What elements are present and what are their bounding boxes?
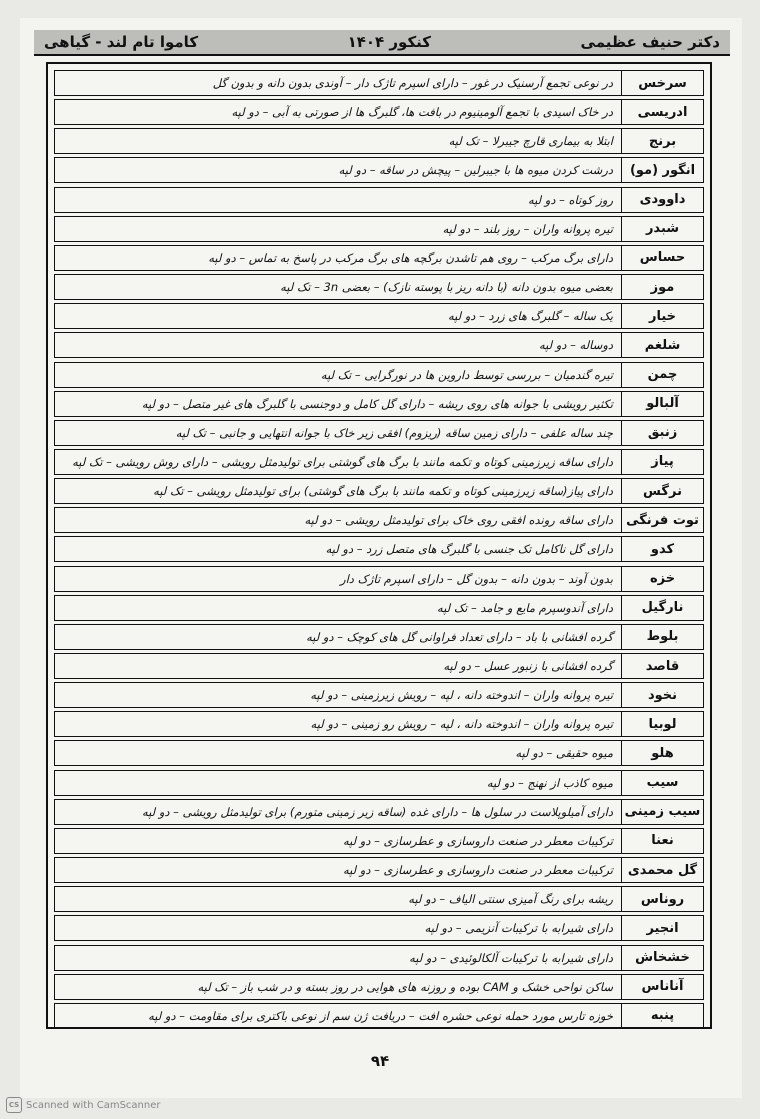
plant-description: یک ساله – گلبرگ های زرد – دو لپه [54, 303, 622, 329]
table-row [54, 391, 704, 417]
table-row [54, 682, 704, 708]
plant-description: دارای ساقه زیرزمینی کوتاه و تکمه مانند با برگ های گوشتی برای تولیدمثل رویشی – دارای روش رویشی – تک لپه [54, 449, 622, 475]
table-row [54, 653, 704, 679]
table-row [54, 770, 704, 796]
header-subject: کاموا تام لند - گیاهی [44, 33, 199, 51]
table-row [54, 974, 704, 1000]
plant-name: کدو [622, 536, 704, 562]
plant-name: داوودی [622, 187, 704, 213]
plant-name: چمن [622, 362, 704, 388]
plant-name: خشخاش [622, 945, 704, 971]
header-author: دکتر حنیف عظیمی [580, 33, 720, 51]
table-row [54, 157, 704, 183]
plant-description: در خاک اسیدی با تجمع آلومینیوم در بافت ها، گلبرگ ها از صورتی به آبی – دو لپه [54, 99, 622, 125]
plant-name: آلبالو [622, 391, 704, 417]
table-row [54, 945, 704, 971]
scanner-text: Scanned with CamScanner [26, 1099, 161, 1111]
plant-description: ترکیبات معطر در صنعت داروسازی و عطرسازی – دو لپه [54, 857, 622, 883]
table-row [54, 478, 704, 504]
plant-description: تیره پروانه واران – اندوخته دانه ، لپه – رویش زیرزمینی – دو لپه [54, 682, 622, 708]
page-header [34, 30, 730, 56]
table-row [54, 828, 704, 854]
plant-description: ترکیبات معطر در صنعت داروسازی و عطرسازی – دو لپه [54, 828, 622, 854]
plant-description: دارای پیاز(ساقه زیرزمینی کوتاه و تکمه مانند با برگ های گوشتی) برای تولیدمثل رویشی – تک لپه [54, 478, 622, 504]
table-row [54, 332, 704, 358]
table-row [54, 1003, 704, 1029]
table-row [54, 711, 704, 737]
plant-description: دوساله – دو لپه [54, 332, 622, 358]
plant-name: قاصد [622, 653, 704, 679]
plant-name: لوبیا [622, 711, 704, 737]
table-row [54, 566, 704, 592]
plant-name: ادریسی [622, 99, 704, 125]
plant-name: سرخس [622, 70, 704, 96]
plant-name: سیب [622, 770, 704, 796]
plant-name: شبدر [622, 216, 704, 242]
table-row [54, 624, 704, 650]
plant-description: دارای برگ مرکب – روی هم تاشدن برگچه های برگ مرکب در پاسخ به تماس – دو لپه [54, 245, 622, 271]
plant-description: درشت کردن میوه ها با جیبرلین – پیچش در ساقه – دو لپه [54, 157, 622, 183]
plant-name: گل محمدی [622, 857, 704, 883]
table-row [54, 799, 704, 825]
table-row [54, 187, 704, 213]
plant-name: روناس [622, 886, 704, 912]
plant-name: هلو [622, 740, 704, 766]
plant-name: نارگیل [622, 595, 704, 621]
plant-description: ساکن نواحی خشک و CAM بوده و روزنه های هوایی در روز بسته و در شب باز – تک لپه [54, 974, 622, 1000]
table-row [54, 740, 704, 766]
plant-name: آناناس [622, 974, 704, 1000]
plant-name: خیار [622, 303, 704, 329]
camscanner-logo-icon: CS [6, 1097, 22, 1113]
table-row [54, 216, 704, 242]
plant-name: موز [622, 274, 704, 300]
plant-description: خوزه تارس مورد حمله نوعی حشره افت – دریافت ژن سم از نوعی باکتری برای مقاومت – دو لپه [54, 1003, 622, 1029]
scanner-watermark [6, 1097, 161, 1113]
table-row [54, 303, 704, 329]
plant-name: نرگس [622, 478, 704, 504]
plant-name: توت فرنگی [622, 507, 704, 533]
plant-description: میوه حقیقی – دو لپه [54, 740, 622, 766]
plant-description: دارای شیرابه با ترکیبات آلکالوئیدی – دو لپه [54, 945, 622, 971]
plant-description: دارای آمیلوپلاست در سلول ها – دارای غده (ساقه زیر زمینی متورم) برای تولیدمثل رویشی – دو لپه [54, 799, 622, 825]
table-row [54, 99, 704, 125]
plant-name: انگور (مو) [622, 157, 704, 183]
table-row [54, 507, 704, 533]
table-row [54, 536, 704, 562]
plant-description: در نوعی تجمع آرسنیک در غور – دارای اسپرم تاژک دار – آوندی بدون دانه و بدون گل [54, 70, 622, 96]
table-row [54, 274, 704, 300]
plant-description: تکثیر رویشی با جوانه های روی ریشه – دارای گل کامل و دوجنسی با گلبرگ های غیر متصل – دو لپه [54, 391, 622, 417]
table-row [54, 245, 704, 271]
table-row [54, 70, 704, 96]
plant-description: تیره پروانه واران – اندوخته دانه ، لپه – رویش رو زمینی – دو لپه [54, 711, 622, 737]
plant-name: خزه [622, 566, 704, 592]
plant-description: تیره پروانه واران – روز بلند – دو لپه [54, 216, 622, 242]
table-row [54, 449, 704, 475]
table-row [54, 595, 704, 621]
plant-name: حساس [622, 245, 704, 271]
plant-name: پیاز [622, 449, 704, 475]
plant-description: چند ساله علفی – دارای زمین ساقه (ریزوم) افقی زیر خاک با جوانه انتهایی و جانبی – تک لپه [54, 420, 622, 446]
plants-table [46, 62, 712, 1029]
plant-description: روز کوتاه – دو لپه [54, 187, 622, 213]
plant-description: ابتلا به بیماری قارچ جیبرلا – تک لپه [54, 128, 622, 154]
plant-description: دارای آندوسپرم مایع و جامد – تک لپه [54, 595, 622, 621]
plant-description: میوه کاذب از نهنج – دو لپه [54, 770, 622, 796]
plant-description: گرده افشانی با زنبور عسل – دو لپه [54, 653, 622, 679]
table-row [54, 857, 704, 883]
plant-name: برنج [622, 128, 704, 154]
plant-name: انجیر [622, 915, 704, 941]
table-row [54, 128, 704, 154]
plant-description: دارای ساقه رونده افقی روی خاک برای تولیدمثل رویشی – دو لپه [54, 507, 622, 533]
plant-name: سیب زمینی [622, 799, 704, 825]
header-exam: کنکور ۱۴۰۴ [347, 33, 432, 51]
table-row [54, 915, 704, 941]
plant-description: ریشه برای رنگ آمیزی سنتی الیاف – دو لپه [54, 886, 622, 912]
plant-description: بعضی میوه بدون دانه (با دانه ریز با پوسته نازک) – بعضی 3n – تک لپه [54, 274, 622, 300]
plant-name: بلوط [622, 624, 704, 650]
page-number: ۹۴ [370, 1052, 390, 1070]
plant-description: گرده افشانی با باد – دارای تعداد فراوانی گل های کوچک – دو لپه [54, 624, 622, 650]
plant-name: پنبه [622, 1003, 704, 1029]
table-row [54, 886, 704, 912]
plant-name: نخود [622, 682, 704, 708]
plant-name: شلغم [622, 332, 704, 358]
plant-description: بدون آوند – بدون دانه – بدون گل – دارای اسپرم تاژک دار [54, 566, 622, 592]
plant-description: تیره گندمیان – بررسی توسط داروین ها در نورگرایی – تک لپه [54, 362, 622, 388]
plant-name: نعنا [622, 828, 704, 854]
table-row [54, 362, 704, 388]
plant-description: دارای شیرابه با ترکیبات آنزیمی – دو لپه [54, 915, 622, 941]
table-row [54, 420, 704, 446]
plant-name: زنبق [622, 420, 704, 446]
plant-description: دارای گل ناکامل تک جنسی با گلبرگ های متصل زرد – دو لپه [54, 536, 622, 562]
